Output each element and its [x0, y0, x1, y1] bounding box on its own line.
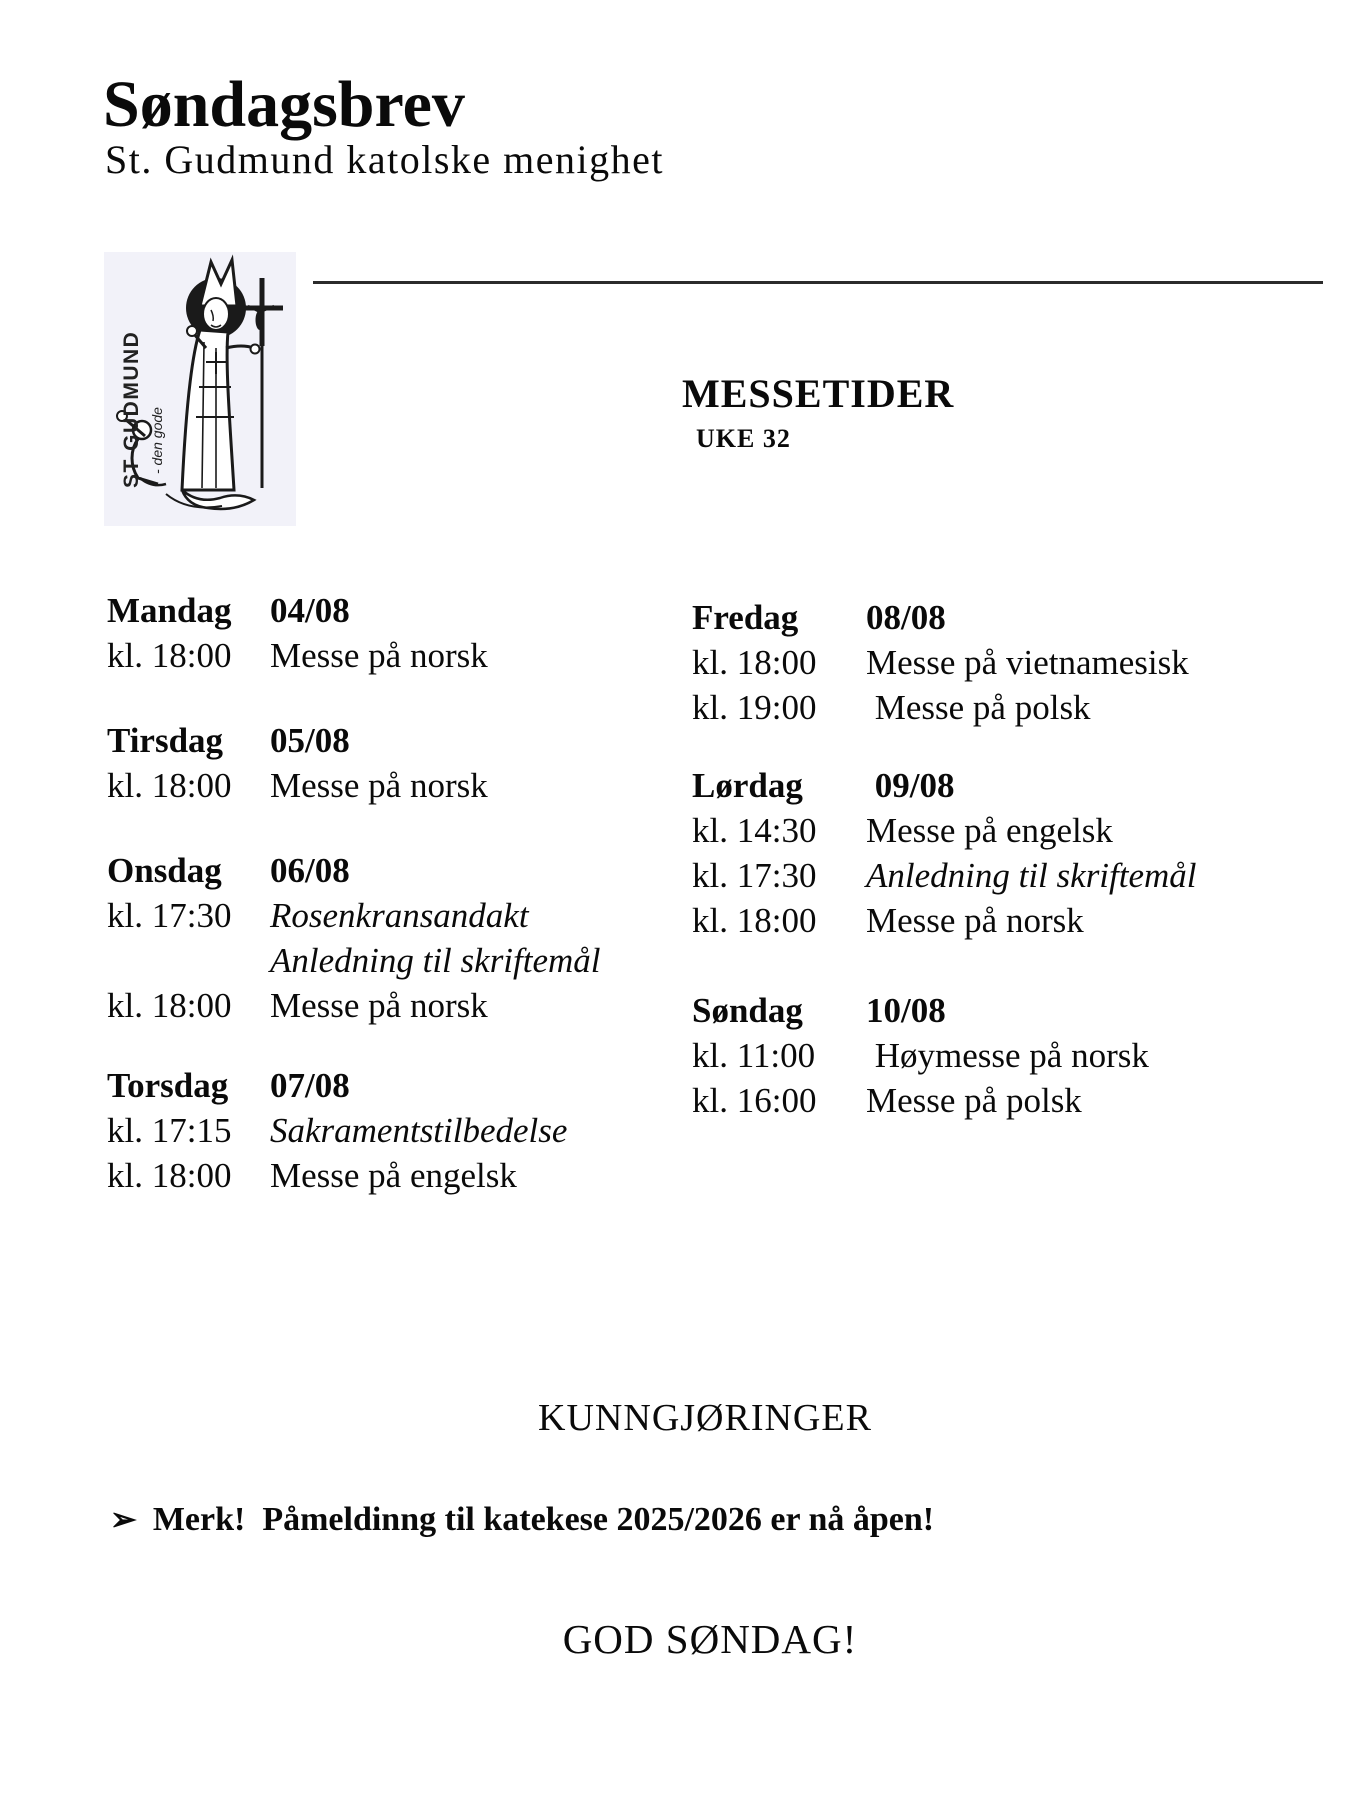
parish-logo [104, 252, 296, 526]
day-block-sondag [692, 988, 1292, 1123]
event-label: Messe på engelsk [866, 811, 1113, 850]
schedule-row [692, 685, 1292, 730]
schedule-row [107, 983, 707, 1028]
time-label: kl. 11:00 [692, 1036, 816, 1075]
week-label: UKE 32 [696, 424, 791, 453]
day-date: 06/08 [270, 851, 350, 890]
day-name: Fredag [692, 598, 799, 637]
day-date: 10/08 [866, 991, 946, 1030]
schedule-column-left [107, 588, 707, 1198]
event-label: Sakramentstilbedelse [270, 1111, 568, 1150]
time-label [107, 938, 270, 983]
event-label: Messe på norsk [270, 986, 488, 1025]
event-label: Messe på norsk [866, 901, 1084, 940]
time-label: kl. 17:30 [692, 856, 817, 895]
day-name: Søndag [692, 991, 803, 1030]
day-block-fredag [692, 595, 1292, 730]
event-label: Messe på norsk [270, 636, 488, 675]
schedule-row [107, 633, 707, 678]
schedule-row [107, 893, 707, 938]
schedule-row [692, 640, 1292, 685]
event-label: Messe på polsk [866, 1081, 1082, 1120]
day-header-row [692, 988, 1292, 1033]
time-label: kl. 18:00 [107, 986, 232, 1025]
schedule-row [692, 1033, 1292, 1078]
event-label: Anledning til skriftemål [270, 941, 601, 980]
day-header-row [107, 848, 707, 893]
schedule-row [692, 808, 1292, 853]
time-label: kl. 17:15 [107, 1111, 232, 1150]
time-label: kl. 14:30 [692, 811, 817, 850]
page-subtitle: St. Gudmund katolske menighet [105, 137, 665, 182]
event-label: Messe på norsk [270, 766, 488, 805]
day-header-row [107, 718, 707, 763]
announcement-item [110, 1500, 934, 1539]
day-date: 07/08 [270, 1066, 350, 1105]
time-label: kl. 18:00 [692, 901, 817, 940]
event-label: Messe på engelsk [270, 1156, 517, 1195]
event-label: Høymesse på norsk [866, 1036, 1149, 1075]
day-date: 08/08 [866, 598, 946, 637]
day-header-row [107, 1063, 707, 1108]
day-block-torsdag [107, 1063, 707, 1198]
st-gudmund-logo-drawing [104, 252, 296, 526]
day-date: 04/08 [270, 591, 350, 630]
day-date: 09/08 [866, 766, 955, 805]
day-header-row [692, 595, 1292, 640]
event-label: Messe på polsk [866, 688, 1091, 727]
mass-times-heading: MESSETIDER [682, 371, 955, 416]
schedule-row [107, 938, 707, 983]
schedule-row [692, 1078, 1292, 1123]
time-label: kl. 17:30 [107, 896, 232, 935]
event-label: Messe på vietnamesisk [866, 643, 1189, 682]
day-name: Lørdag [692, 766, 803, 805]
day-name: Onsdag [107, 851, 222, 890]
day-header-row [692, 763, 1292, 808]
schedule-row [692, 853, 1292, 898]
time-label: kl. 18:00 [107, 766, 232, 805]
time-label: kl. 19:00 [692, 688, 817, 727]
logo-label: ST GUDMUND [120, 330, 143, 488]
schedule-column-right [692, 595, 1292, 1123]
day-block-tirsdag [107, 718, 707, 808]
day-name: Mandag [107, 591, 232, 630]
announcements-heading: KUNNGJØRINGER [538, 1397, 872, 1439]
logo-sublabel: - den gode [149, 407, 165, 474]
schedule-row [107, 1153, 707, 1198]
schedule-row [107, 763, 707, 808]
time-label: kl. 18:00 [107, 636, 232, 675]
announcement-text: Merk! Påmeldinng til katekese 2025/2026 er nå åpen! [152, 1501, 935, 1538]
day-name: Tirsdag [107, 721, 224, 760]
page-title: Søndagsbrev [103, 68, 465, 141]
day-block-onsdag [107, 848, 707, 1028]
arrow-bullet-icon: ➢ [110, 1501, 137, 1537]
time-label: kl. 18:00 [692, 643, 817, 682]
event-label: Rosenkransandakt [270, 896, 529, 935]
closing-greeting: GOD SØNDAG! [562, 1616, 858, 1662]
day-name: Torsdag [107, 1066, 229, 1105]
schedule-row [107, 1108, 707, 1153]
horizontal-divider [313, 281, 1323, 284]
day-block-lordag [692, 763, 1292, 943]
day-header-row [107, 588, 707, 633]
event-label: Anledning til skriftemål [866, 856, 1197, 895]
time-label: kl. 18:00 [107, 1156, 232, 1195]
day-block-mandag [107, 588, 707, 678]
schedule-row [692, 898, 1292, 943]
day-date: 05/08 [270, 721, 350, 760]
time-label: kl. 16:00 [692, 1081, 817, 1120]
